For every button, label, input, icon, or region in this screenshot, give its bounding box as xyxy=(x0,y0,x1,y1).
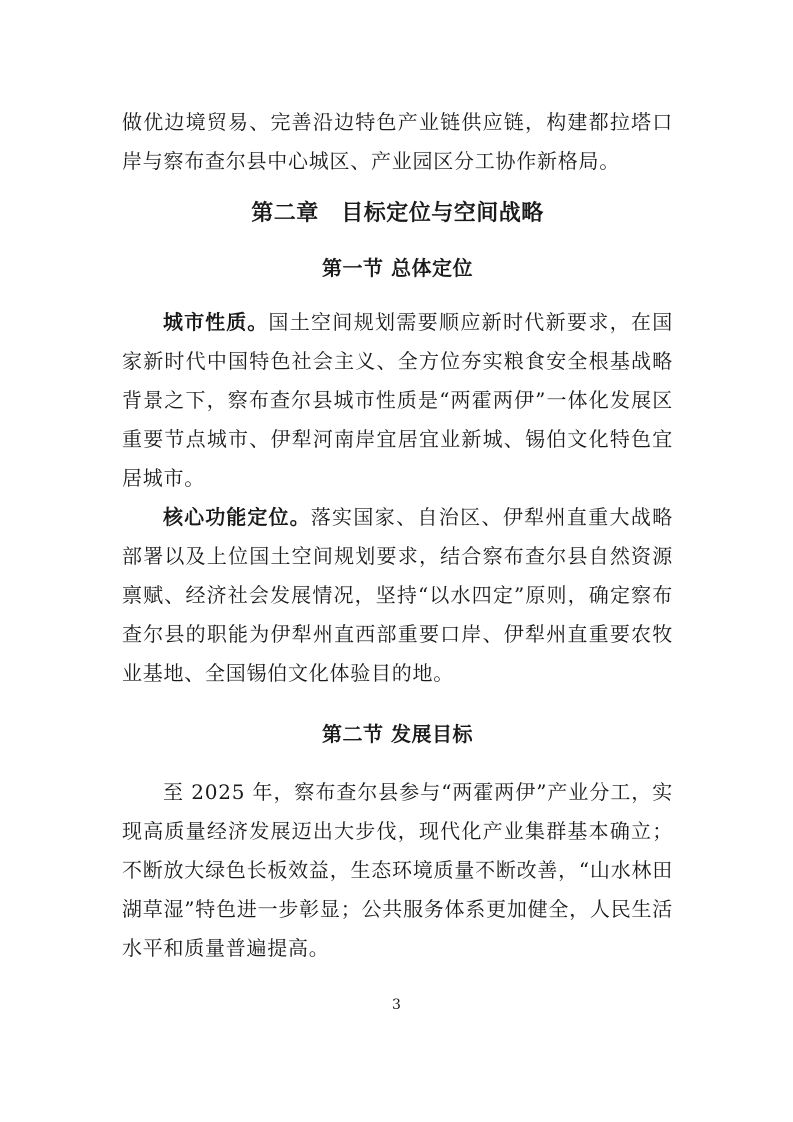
document-body xyxy=(122,103,673,968)
section-title-overall-positioning: 第一节 总体定位 xyxy=(322,256,473,280)
paragraph-lead-city-nature: 城市性质。 xyxy=(163,310,269,334)
paragraph-lead-core-function: 核心功能定位。 xyxy=(163,505,311,529)
paragraph-text-city-nature: 国土空间规划需要顺应新时代新要求，在国家新时代中国特色社会主义、全方位夯实粮食安全根基战略背景之下，察布查尔县城市性质是“两霍两伊”一体化发展区重要节点城市、伊犁河南岸宜居宜业新城、锡伯文化特色宜居城市。 xyxy=(122,310,674,490)
chapter-title: 第二章 目标定位与空间战略 xyxy=(251,201,544,226)
page-number: 3 xyxy=(392,997,401,1013)
intro-paragraph: 做优边境贸易、完善沿边特色产业链供应链，构建都拉塔口岸与察布查尔县中心城区、产业园区分工协作新格局。 xyxy=(122,110,673,173)
section-title-development-goals: 第二节 发展目标 xyxy=(322,722,473,746)
paragraph-city-nature xyxy=(122,303,673,498)
paragraph-core-function xyxy=(122,498,673,693)
paragraph-text-core-function: 落实国家、自治区、伊犁州直重大战略部署以及上位国土空间规划要求，结合察布查尔县自然资源禀赋、经济社会发展情况，坚持“以水四定”原则，确定察布查尔县的职能为伊犁州直西部重要口岸、伊犁州直重要农牧业基地、全国锡伯文化体验目的地。 xyxy=(122,505,674,685)
paragraph-development-goals: 至 2025 年，察布查尔县参与“两霍两伊”产业分工，实现高质量经济发展迈出大步伐，现代化产业集群基本确立；不断放大绿色长板效益，生态环境质量不断改善，“山水林田湖草湿”特色进一步彰显；公共服务体系更加健全，人民生活水平和质量普遍提高。 xyxy=(122,780,673,960)
